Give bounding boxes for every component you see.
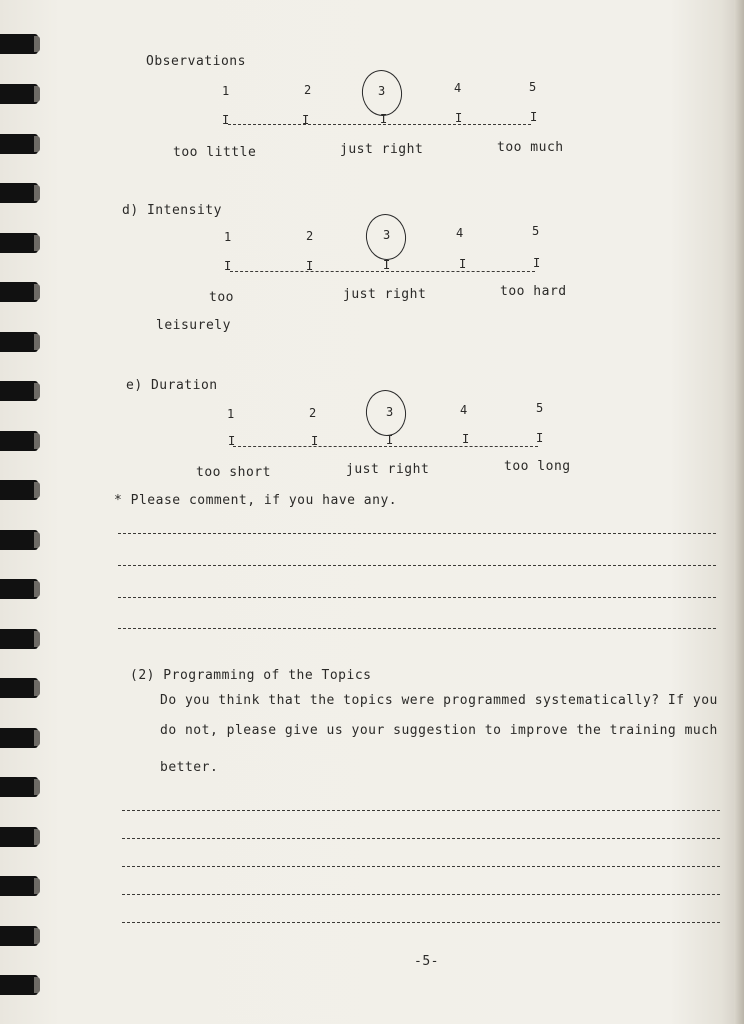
observations-title: Observations <box>146 54 246 69</box>
scale-tick: I <box>383 258 391 272</box>
binding-ring <box>0 728 38 748</box>
answer-line[interactable] <box>122 922 720 923</box>
binding-ring <box>0 629 38 649</box>
scale-anchor-high: too much <box>497 140 564 155</box>
binding-ring <box>0 282 38 302</box>
scale-number: 1 <box>227 407 235 421</box>
scale-tick: I <box>462 432 470 446</box>
scale-anchor-mid: just right <box>343 287 427 302</box>
scale-number: 4 <box>460 403 468 417</box>
scale-number: 5 <box>529 80 537 94</box>
binding-ring <box>0 431 38 451</box>
comment-line[interactable] <box>118 597 716 598</box>
page-edge <box>734 0 744 1024</box>
scale-number: 3 <box>386 405 394 419</box>
binding-ring <box>0 678 38 698</box>
binding-ring <box>0 777 38 797</box>
programming-heading: (2) Programming of the Topics <box>130 668 372 683</box>
scale-number: 5 <box>532 224 540 238</box>
answer-line[interactable] <box>122 866 720 867</box>
scale-tick: I <box>311 434 319 448</box>
binding-ring <box>0 876 38 896</box>
scale-number: 4 <box>454 81 462 95</box>
scale-anchor-high: too long <box>504 459 571 474</box>
scale-number: 5 <box>536 401 544 415</box>
scale-number: 2 <box>306 229 314 243</box>
scale-tick: I <box>228 434 236 448</box>
scale-tick: I <box>302 113 310 127</box>
page-number: -5- <box>414 954 439 969</box>
scale-tick: I <box>224 259 232 273</box>
binding-ring <box>0 827 38 847</box>
scale-anchor-low: too little <box>173 145 257 160</box>
scale-number: 1 <box>222 84 230 98</box>
comment-line[interactable] <box>118 628 716 629</box>
scale-number: 2 <box>304 83 312 97</box>
binding-ring <box>0 381 38 401</box>
scale-anchor-low-cont: leisurely <box>156 318 231 333</box>
scale-tick: I <box>530 110 538 124</box>
comment-line[interactable] <box>118 533 716 534</box>
intensity-title: d) Intensity <box>122 203 222 218</box>
binding-ring <box>0 579 38 599</box>
selection-circle <box>359 67 405 118</box>
scale-number: 1 <box>224 230 232 244</box>
scale-tick: I <box>306 259 314 273</box>
binding-ring <box>0 530 38 550</box>
programming-question-line: better. <box>160 760 219 775</box>
scale-tick: I <box>222 113 230 127</box>
scale-anchor-high: too hard <box>500 284 567 299</box>
scale-number: 3 <box>378 84 386 98</box>
comment-prompt: * Please comment, if you have any. <box>114 493 398 508</box>
binding-ring <box>0 34 38 54</box>
binding-ring <box>0 926 38 946</box>
duration-title: e) Duration <box>126 378 218 393</box>
scale-anchor-mid: just right <box>346 462 430 477</box>
scale-anchor-low: too <box>209 290 234 305</box>
programming-question-line: do not, please give us your suggestion to improve the training much <box>160 723 718 738</box>
binding-ring <box>0 134 38 154</box>
binding-ring <box>0 84 38 104</box>
comment-line[interactable] <box>118 565 716 566</box>
scale-tick: I <box>455 111 463 125</box>
binding-ring <box>0 233 38 253</box>
selection-circle <box>363 211 409 262</box>
scale-tick: I <box>380 112 388 126</box>
scale-tick: I <box>386 433 394 447</box>
binding-ring <box>0 183 38 203</box>
answer-line[interactable] <box>122 838 720 839</box>
scale-number: 4 <box>456 226 464 240</box>
answer-line[interactable] <box>122 810 720 811</box>
answer-line[interactable] <box>122 894 720 895</box>
binding-ring <box>0 975 38 995</box>
scale-tick: I <box>536 431 544 445</box>
scale-tick: I <box>459 257 467 271</box>
binding-ring <box>0 332 38 352</box>
scale-number: 2 <box>309 406 317 420</box>
scale-anchor-low: too short <box>196 465 271 480</box>
programming-question-line: Do you think that the topics were programmed systematically? If you <box>160 693 718 708</box>
binding-ring <box>0 480 38 500</box>
scale-number: 3 <box>383 228 391 242</box>
scale-anchor-mid: just right <box>340 142 424 157</box>
scale-tick: I <box>533 256 541 270</box>
selection-circle <box>363 387 409 438</box>
